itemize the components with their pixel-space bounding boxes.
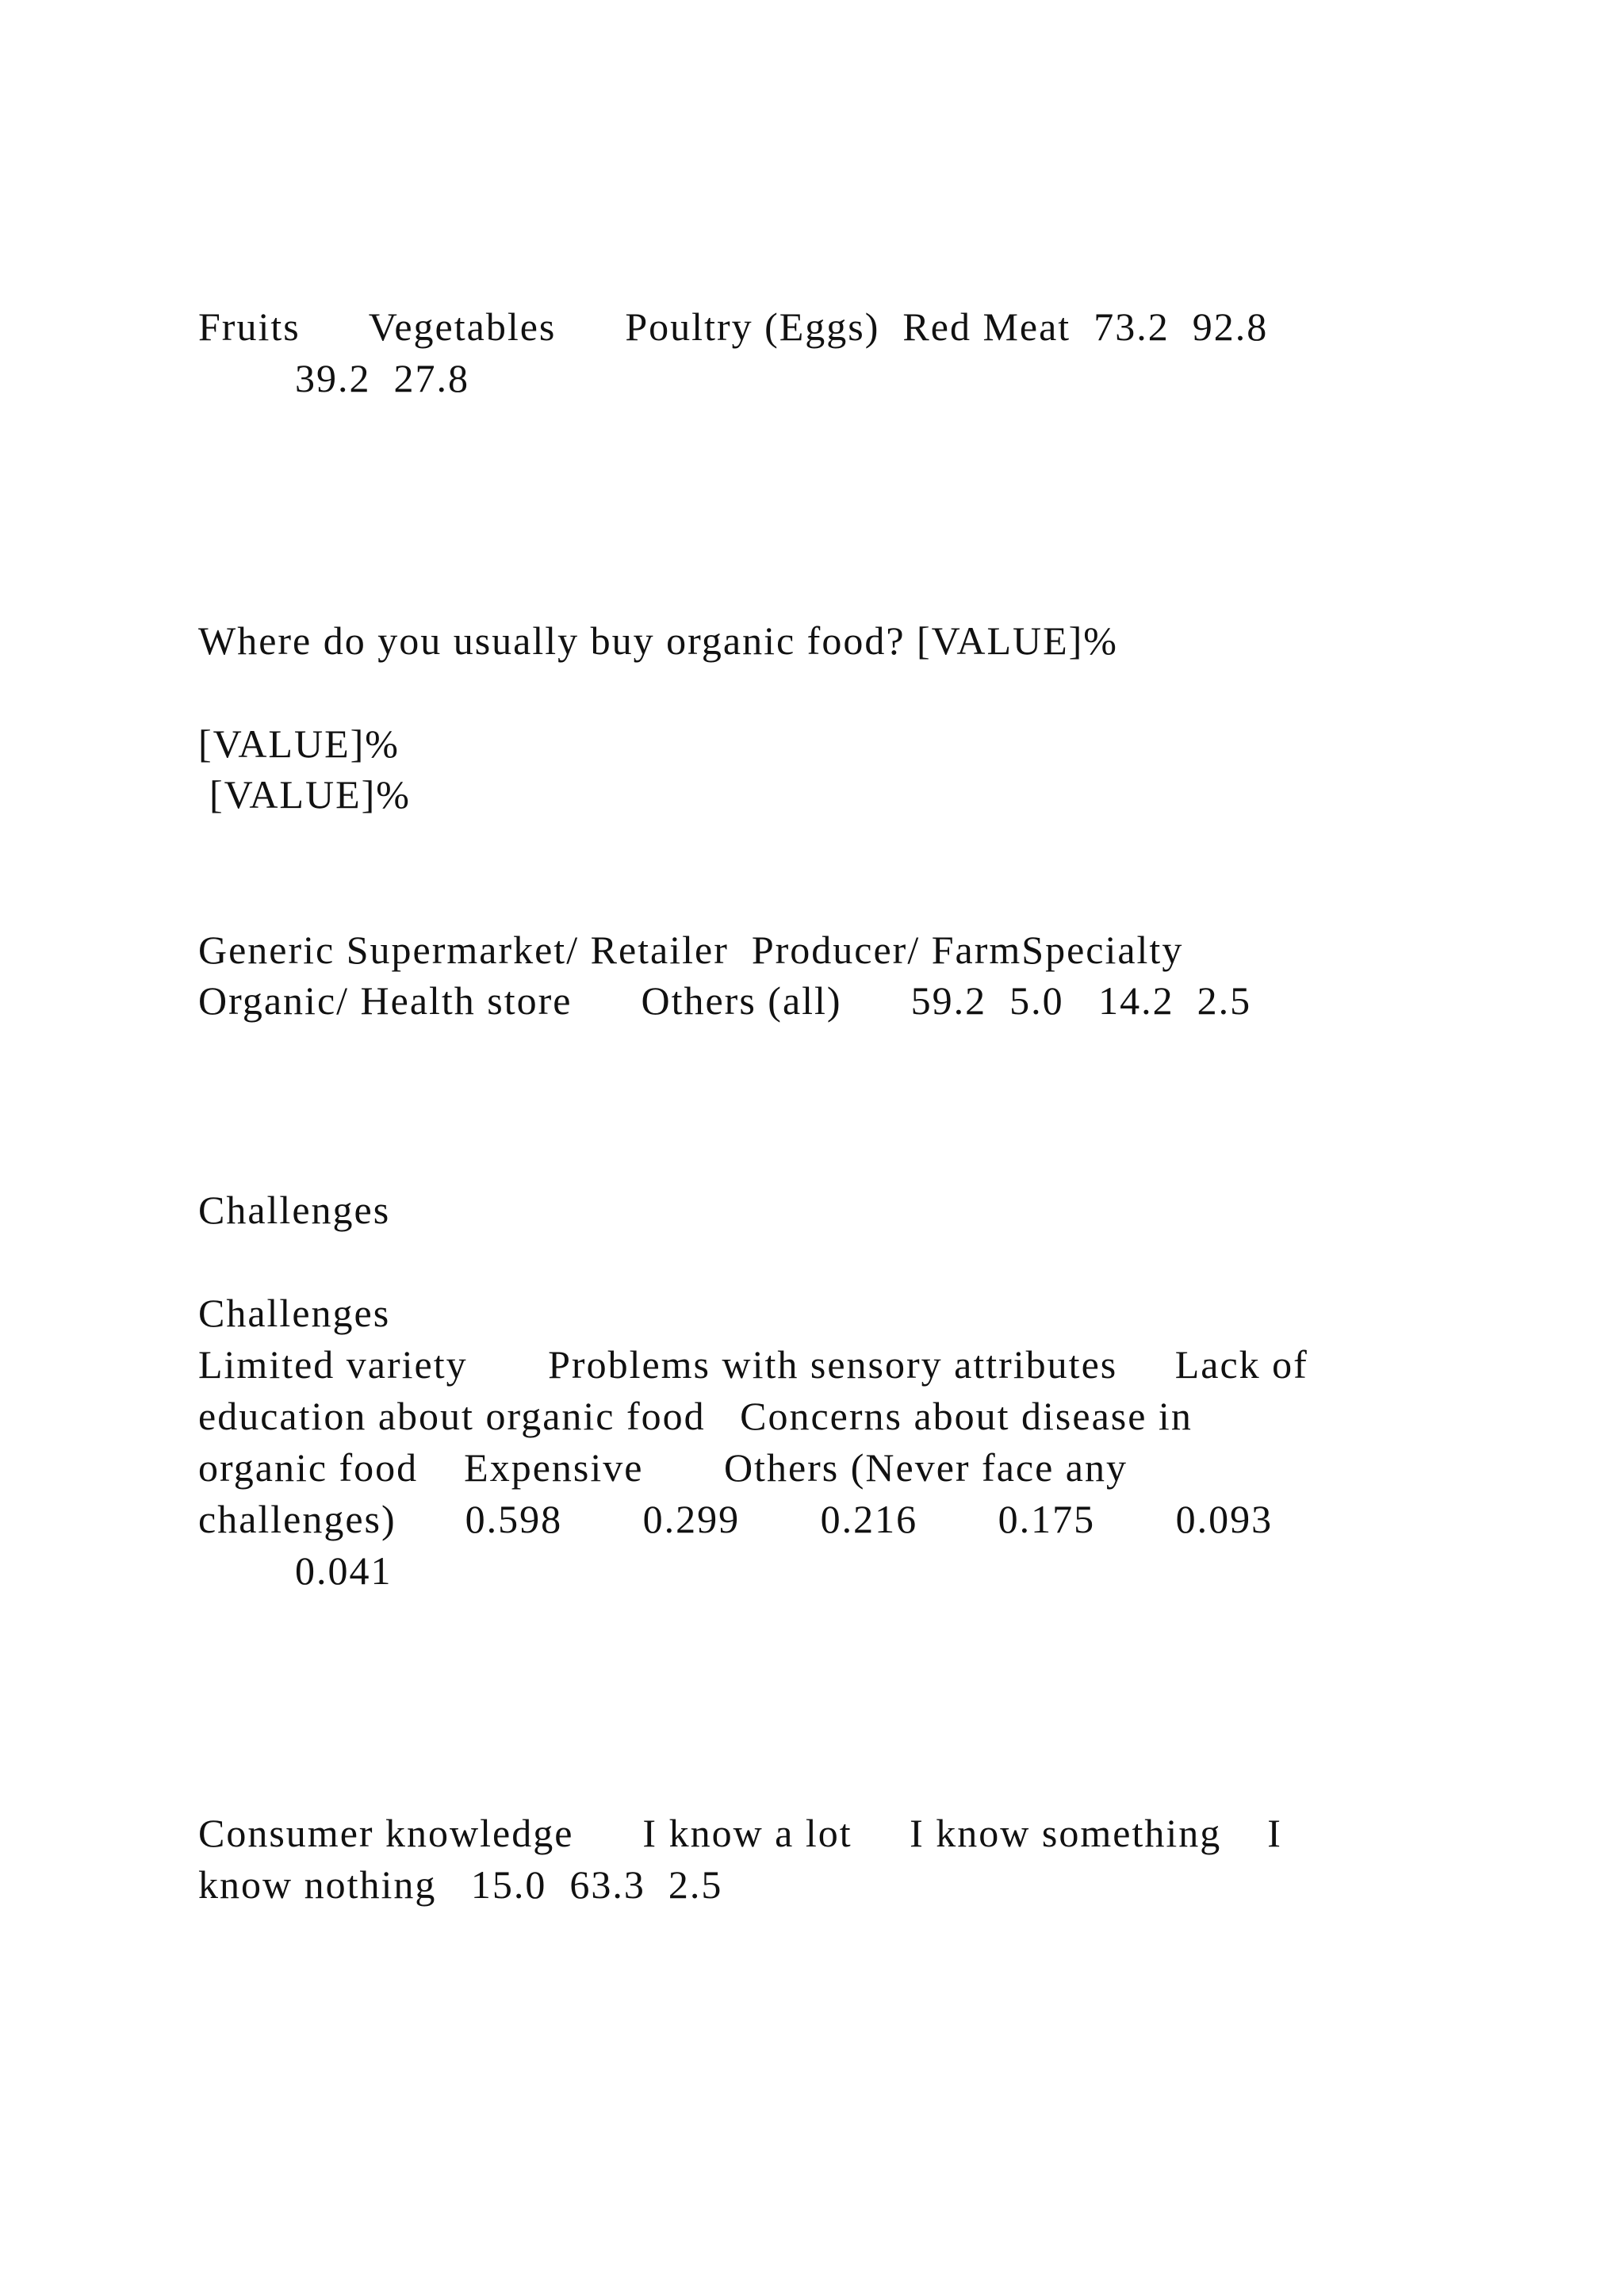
challenges-line-1: Limited variety Problems with sensory attributes Lack of [198,1342,1308,1387]
value-placeholder-2: [VALUE]% [209,772,411,817]
challenges-heading-2: Challenges [198,1291,391,1335]
challenges-line-4: challenges) 0.598 0.299 0.216 0.175 0.093 [198,1497,1274,1541]
knowledge-line-1: Consumer knowledge I know a lot I know something I [198,1811,1282,1855]
challenges-line-3: organic food Expensive Others (Never face any [198,1445,1128,1490]
store-type-line-1: Generic Supermarket/ Retailer Producer/ FarmSpecialty [198,928,1184,972]
food-category-line-2: 39.2 27.8 [295,356,469,400]
food-category-line-1: Fruits Vegetables Poultry (Eggs) Red Meat 73.2 92.8 [198,304,1269,349]
challenges-heading-1: Challenges [198,1188,391,1232]
purchase-question: Where do you usually buy organic food? [VALUE]% [198,618,1118,663]
store-type-line-2: Organic/ Health store Others (all) 59.2 5.0 14.2 2.5 [198,978,1252,1023]
value-placeholder-1: [VALUE]% [198,721,400,766]
knowledge-line-2: know nothing 15.0 63.3 2.5 [198,1862,723,1907]
challenges-line-5: 0.041 [295,1548,393,1593]
challenges-line-2: education about organic food Concerns about disease in [198,1394,1193,1438]
